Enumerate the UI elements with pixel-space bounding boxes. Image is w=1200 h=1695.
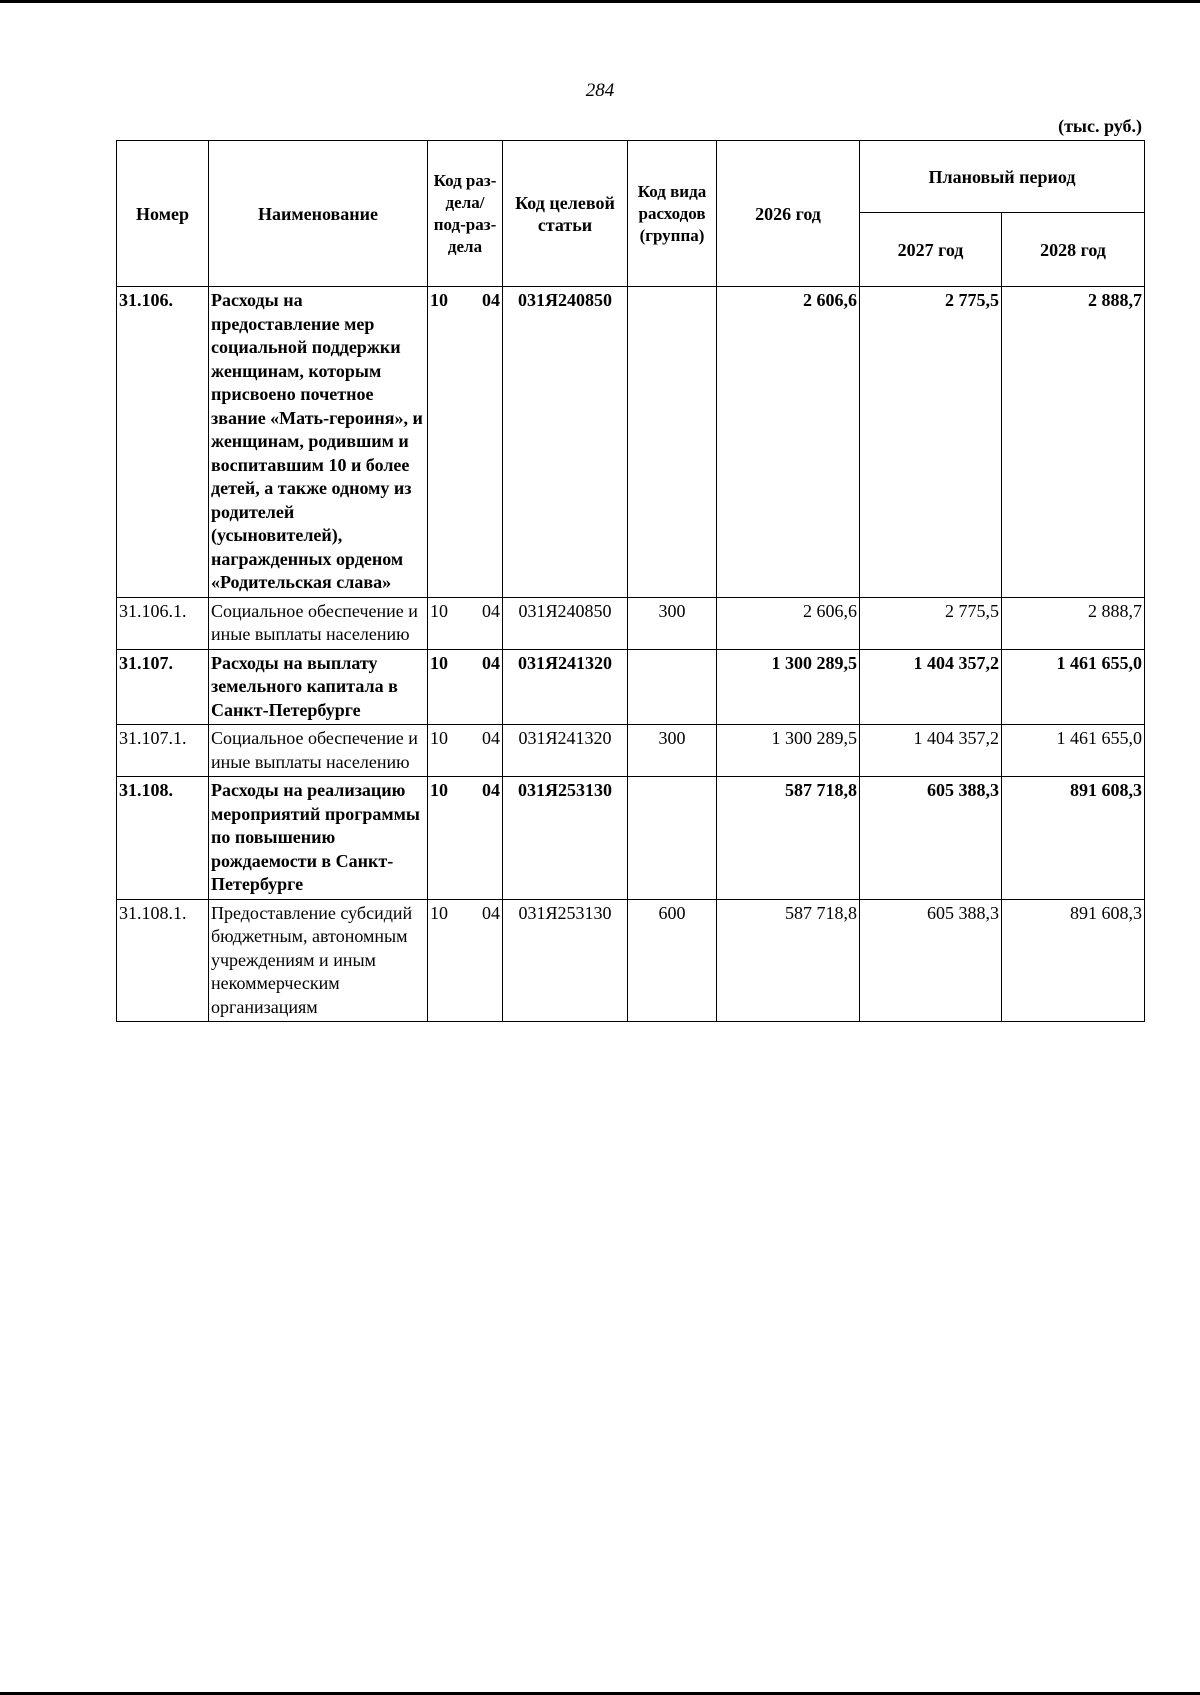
section-code: 10 bbox=[430, 600, 448, 621]
header-section-code: Код раз-дела/ под-раз-дела bbox=[428, 141, 503, 287]
row-amount-2026: 1 300 289,5 bbox=[717, 725, 860, 777]
row-amount-2028: 2 888,7 bbox=[1002, 597, 1145, 649]
row-number: 31.108. bbox=[117, 777, 209, 900]
subsection-code: 04 bbox=[482, 290, 500, 310]
table-row bbox=[117, 725, 1145, 777]
row-name: Расходы на предоставление мер социальной поддержки женщинам, которым присвоено почетное звание «Мать-героиня», и женщинам, родившим и воспитавшим 10 и более детей, а также одному из родителей (усыновителей), награжденных орденом «Родительская слава» bbox=[209, 287, 428, 598]
table-row bbox=[117, 899, 1145, 1022]
header-name: Наименование bbox=[209, 141, 428, 287]
row-expense-kind bbox=[628, 287, 717, 598]
header-number: Номер bbox=[117, 141, 209, 287]
row-name: Расходы на выплату земельного капитала в Санкт-Петербурге bbox=[209, 649, 428, 725]
table-row bbox=[117, 287, 1145, 598]
row-amount-2027: 1 404 357,2 bbox=[860, 649, 1002, 725]
row-target-code: 031Я240850 bbox=[503, 287, 628, 598]
row-amount-2027: 2 775,5 bbox=[860, 597, 1002, 649]
section-code: 10 bbox=[430, 290, 448, 310]
header-year-2028: 2028 год bbox=[1002, 213, 1145, 287]
row-number: 31.106. bbox=[117, 287, 209, 598]
row-expense-kind: 600 bbox=[628, 899, 717, 1022]
section-code: 10 bbox=[430, 652, 448, 673]
row-name: Расходы на реализацию мероприятий программы по повышению рождаемости в Санкт-Петербурге bbox=[209, 777, 428, 900]
table-body bbox=[117, 287, 1145, 1022]
subsection-code: 04 bbox=[482, 902, 500, 923]
section-code: 10 bbox=[430, 902, 448, 923]
row-amount-2026: 587 718,8 bbox=[717, 899, 860, 1022]
row-target-code: 031Я253130 bbox=[503, 777, 628, 900]
subsection-code: 04 bbox=[482, 600, 500, 621]
budget-table bbox=[116, 140, 1145, 1022]
page-number: 284 bbox=[585, 80, 615, 101]
row-amount-2026: 2 606,6 bbox=[717, 597, 860, 649]
row-number: 31.107. bbox=[117, 649, 209, 725]
subsection-code: 04 bbox=[482, 652, 500, 673]
units-label: (тыс. руб.) bbox=[1058, 116, 1142, 136]
row-target-code: 031Я253130 bbox=[503, 899, 628, 1022]
section-code: 10 bbox=[430, 728, 448, 748]
row-amount-2027: 1 404 357,2 bbox=[860, 725, 1002, 777]
row-number: 31.108.1. bbox=[117, 899, 209, 1022]
row-name: Социальное обеспечение и иные выплаты населению bbox=[209, 597, 428, 649]
row-expense-kind bbox=[628, 649, 717, 725]
row-section-code bbox=[428, 899, 503, 1022]
subsection-code: 04 bbox=[482, 728, 500, 748]
row-expense-kind bbox=[628, 777, 717, 900]
row-target-code: 031Я241320 bbox=[503, 649, 628, 725]
header-year-2027: 2027 год bbox=[860, 213, 1002, 287]
table-row bbox=[117, 649, 1145, 725]
row-number: 31.107.1. bbox=[117, 725, 209, 777]
row-name: Предоставление субсидий бюджетным, автономным учреждениям и иным некоммерческим организациям bbox=[209, 899, 428, 1022]
row-name: Социальное обеспечение и иные выплаты населению bbox=[209, 725, 428, 777]
header-planned-period: Плановый период bbox=[860, 141, 1145, 213]
row-target-code: 031Я240850 bbox=[503, 597, 628, 649]
section-code: 10 bbox=[430, 780, 448, 800]
row-section-code bbox=[428, 287, 503, 598]
row-amount-2028: 2 888,7 bbox=[1002, 287, 1145, 598]
subsection-code: 04 bbox=[482, 780, 500, 800]
header-target-code: Код целевой статьи bbox=[503, 141, 628, 287]
table-row bbox=[117, 777, 1145, 900]
row-amount-2028: 1 461 655,0 bbox=[1002, 725, 1145, 777]
row-section-code bbox=[428, 777, 503, 900]
header-expense-kind-code: Код вида расходов (группа) bbox=[628, 141, 717, 287]
row-section-code bbox=[428, 649, 503, 725]
row-amount-2026: 587 718,8 bbox=[717, 777, 860, 900]
row-expense-kind: 300 bbox=[628, 725, 717, 777]
row-amount-2027: 605 388,3 bbox=[860, 899, 1002, 1022]
table-row bbox=[117, 597, 1145, 649]
header-year-2026: 2026 год bbox=[717, 141, 860, 287]
row-amount-2026: 1 300 289,5 bbox=[717, 649, 860, 725]
row-amount-2028: 1 461 655,0 bbox=[1002, 649, 1145, 725]
row-expense-kind: 300 bbox=[628, 597, 717, 649]
row-amount-2026: 2 606,6 bbox=[717, 287, 860, 598]
row-number: 31.106.1. bbox=[117, 597, 209, 649]
row-amount-2027: 605 388,3 bbox=[860, 777, 1002, 900]
table-header bbox=[117, 141, 1145, 287]
row-amount-2028: 891 608,3 bbox=[1002, 777, 1145, 900]
row-section-code bbox=[428, 725, 503, 777]
top-border-rule bbox=[0, 0, 1200, 3]
row-section-code bbox=[428, 597, 503, 649]
row-amount-2027: 2 775,5 bbox=[860, 287, 1002, 598]
row-target-code: 031Я241320 bbox=[503, 725, 628, 777]
row-amount-2028: 891 608,3 bbox=[1002, 899, 1145, 1022]
